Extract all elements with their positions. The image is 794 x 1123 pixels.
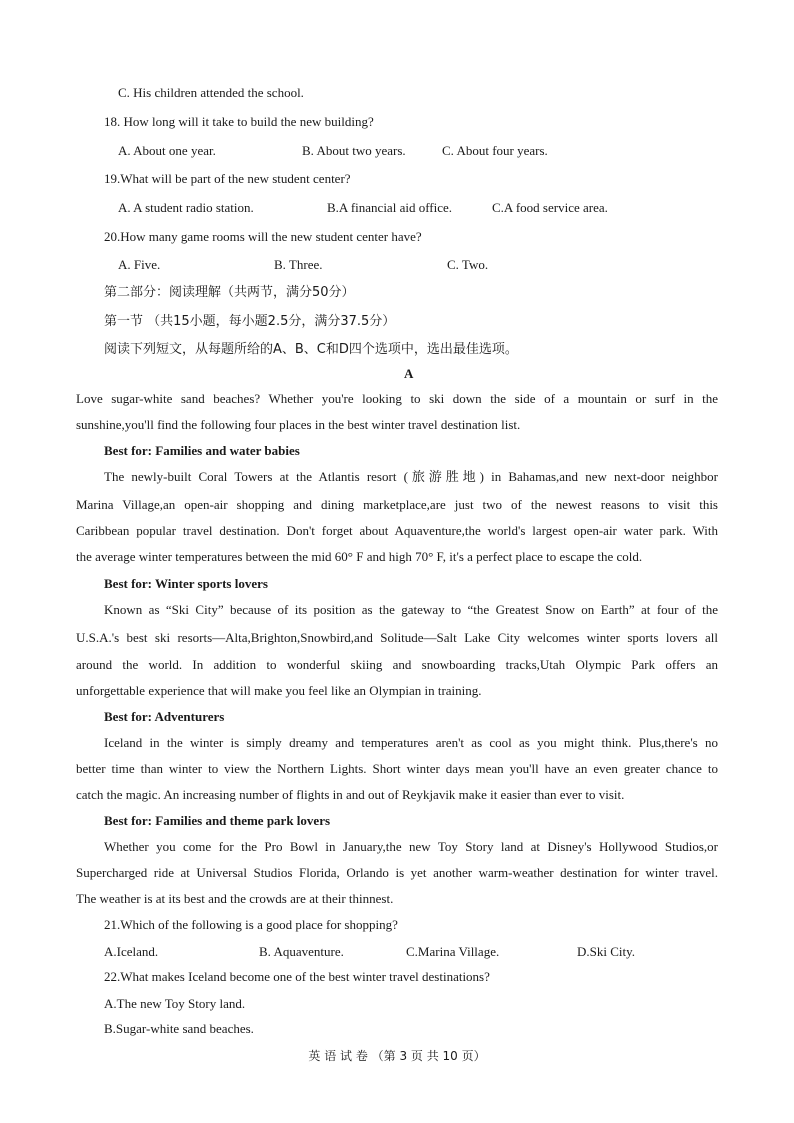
paragraph-line: Supercharged ride at Universal Studios Florida, Orlando is yet another warm-weather destination for winter travel.: [76, 865, 718, 880]
q19-option-b: B.A financial aid office.: [327, 200, 453, 215]
section-heading: Best for: Families and water babies: [104, 443, 300, 458]
question-22: 22.What makes Iceland become one of the best winter travel destinations?: [104, 969, 490, 984]
q18-option-a: A. About one year.: [118, 143, 216, 158]
paragraph-line: U.S.A.'s best ski resorts—Alta,Brighton,Snowbird,and Solitude—Salt Lake City welcomes winter sports lovers all: [76, 630, 718, 645]
q18-option-c: C. About four years.: [442, 143, 548, 158]
paragraph-line: Iceland in the winter is simply dreamy and temperatures aren't as cool as you might think. Plus,there's no: [104, 735, 718, 750]
q21-option-a: A.Iceland.: [104, 944, 159, 959]
paragraph-line: catch the magic. An increasing number of flights in and out of Reykjavik make it easier than ever to visit.: [76, 787, 625, 802]
q19-option-a: A. A student radio station.: [118, 200, 254, 215]
question-20: 20.How many game rooms will the new student center have?: [104, 229, 422, 244]
q21-option-c: C.Marina Village.: [406, 944, 500, 959]
paragraph-line: around the world. In addition to wonderful skiing and snowboarding tracks,Utah Olympic Park offers an: [76, 657, 718, 672]
paragraph-line: better time than winter to view the Northern Lights. Short winter days mean you'll have an even greater chance to: [76, 761, 718, 776]
question-19: 19.What will be part of the new student center?: [104, 171, 351, 186]
paragraph-line: The weather is at its best and the crowds are at their thinnest.: [76, 891, 394, 906]
q22-option-b: B.Sugar-white sand beaches.: [104, 1021, 254, 1036]
section-heading: Best for: Adventurers: [104, 709, 225, 724]
paragraph-line: The newly-built Coral Towers at the Atlantis resort (旅游胜地) in Bahamas,and new next-door neighbor: [104, 469, 718, 484]
q20-option-a: A. Five.: [118, 257, 161, 272]
paragraph-line: the average winter temperatures between the mid 60° F and high 70° F, it's a perfect place to escape the cold.: [76, 549, 643, 564]
section-heading: Best for: Winter sports lovers: [104, 576, 268, 591]
section-2-title: 第二部分：阅读理解（共两节，满分50分）: [104, 285, 355, 300]
q20-option-b: B. Three.: [274, 257, 323, 272]
q21-option-d: D.Ski City.: [577, 944, 636, 959]
intro-line-1: Love sugar-white sand beaches? Whether you're looking to ski down the side of a mountain or surf in the: [76, 391, 718, 406]
paragraph-line: Whether you come for the Pro Bowl in January,the new Toy Story land at Disney's Hollywood Studios,or: [104, 839, 718, 854]
paragraph-line: Caribbean popular travel destination. Don't forget about Aquaventure,the world's largest open-air water park. With: [76, 523, 718, 538]
q20-option-c: C. Two.: [447, 257, 489, 272]
page-footer: 英 语 试 卷 （第 3 页 共 10 页）: [308, 1049, 486, 1063]
paragraph-line: unforgettable experience that will make you feel like an Olympian in training.: [76, 683, 482, 698]
q18-option-b: B. About two years.: [302, 143, 406, 158]
section-1-title: 第一节 （共15小题，每小题2.5分，满分37.5分）: [104, 314, 396, 329]
q21-option-b: B. Aquaventure.: [259, 944, 344, 959]
instructions: 阅读下列短文，从每题所给的A、B、C和D四个选项中，选出最佳选项。: [104, 342, 518, 357]
option-text: C. His children attended the school.: [118, 85, 304, 100]
q22-option-a: A.The new Toy Story land.: [104, 996, 246, 1011]
section-heading: Best for: Families and theme park lovers: [104, 813, 331, 828]
passage-label: A: [404, 366, 414, 381]
paragraph-line: Known as “Ski City” because of its position as the gateway to “the Greatest Snow on Earth” at four of the: [104, 602, 718, 617]
intro-line-2: sunshine,you'll find the following four places in the best winter travel destination list.: [76, 417, 521, 432]
question-21: 21.Which of the following is a good place for shopping?: [104, 917, 398, 932]
q19-option-c: C.A food service area.: [492, 200, 608, 215]
question-18: 18. How long will it take to build the new building?: [104, 114, 374, 129]
paragraph-line: Marina Village,an open-air shopping and dining marketplace,are just two of the newest reasons to visit this: [76, 497, 718, 512]
